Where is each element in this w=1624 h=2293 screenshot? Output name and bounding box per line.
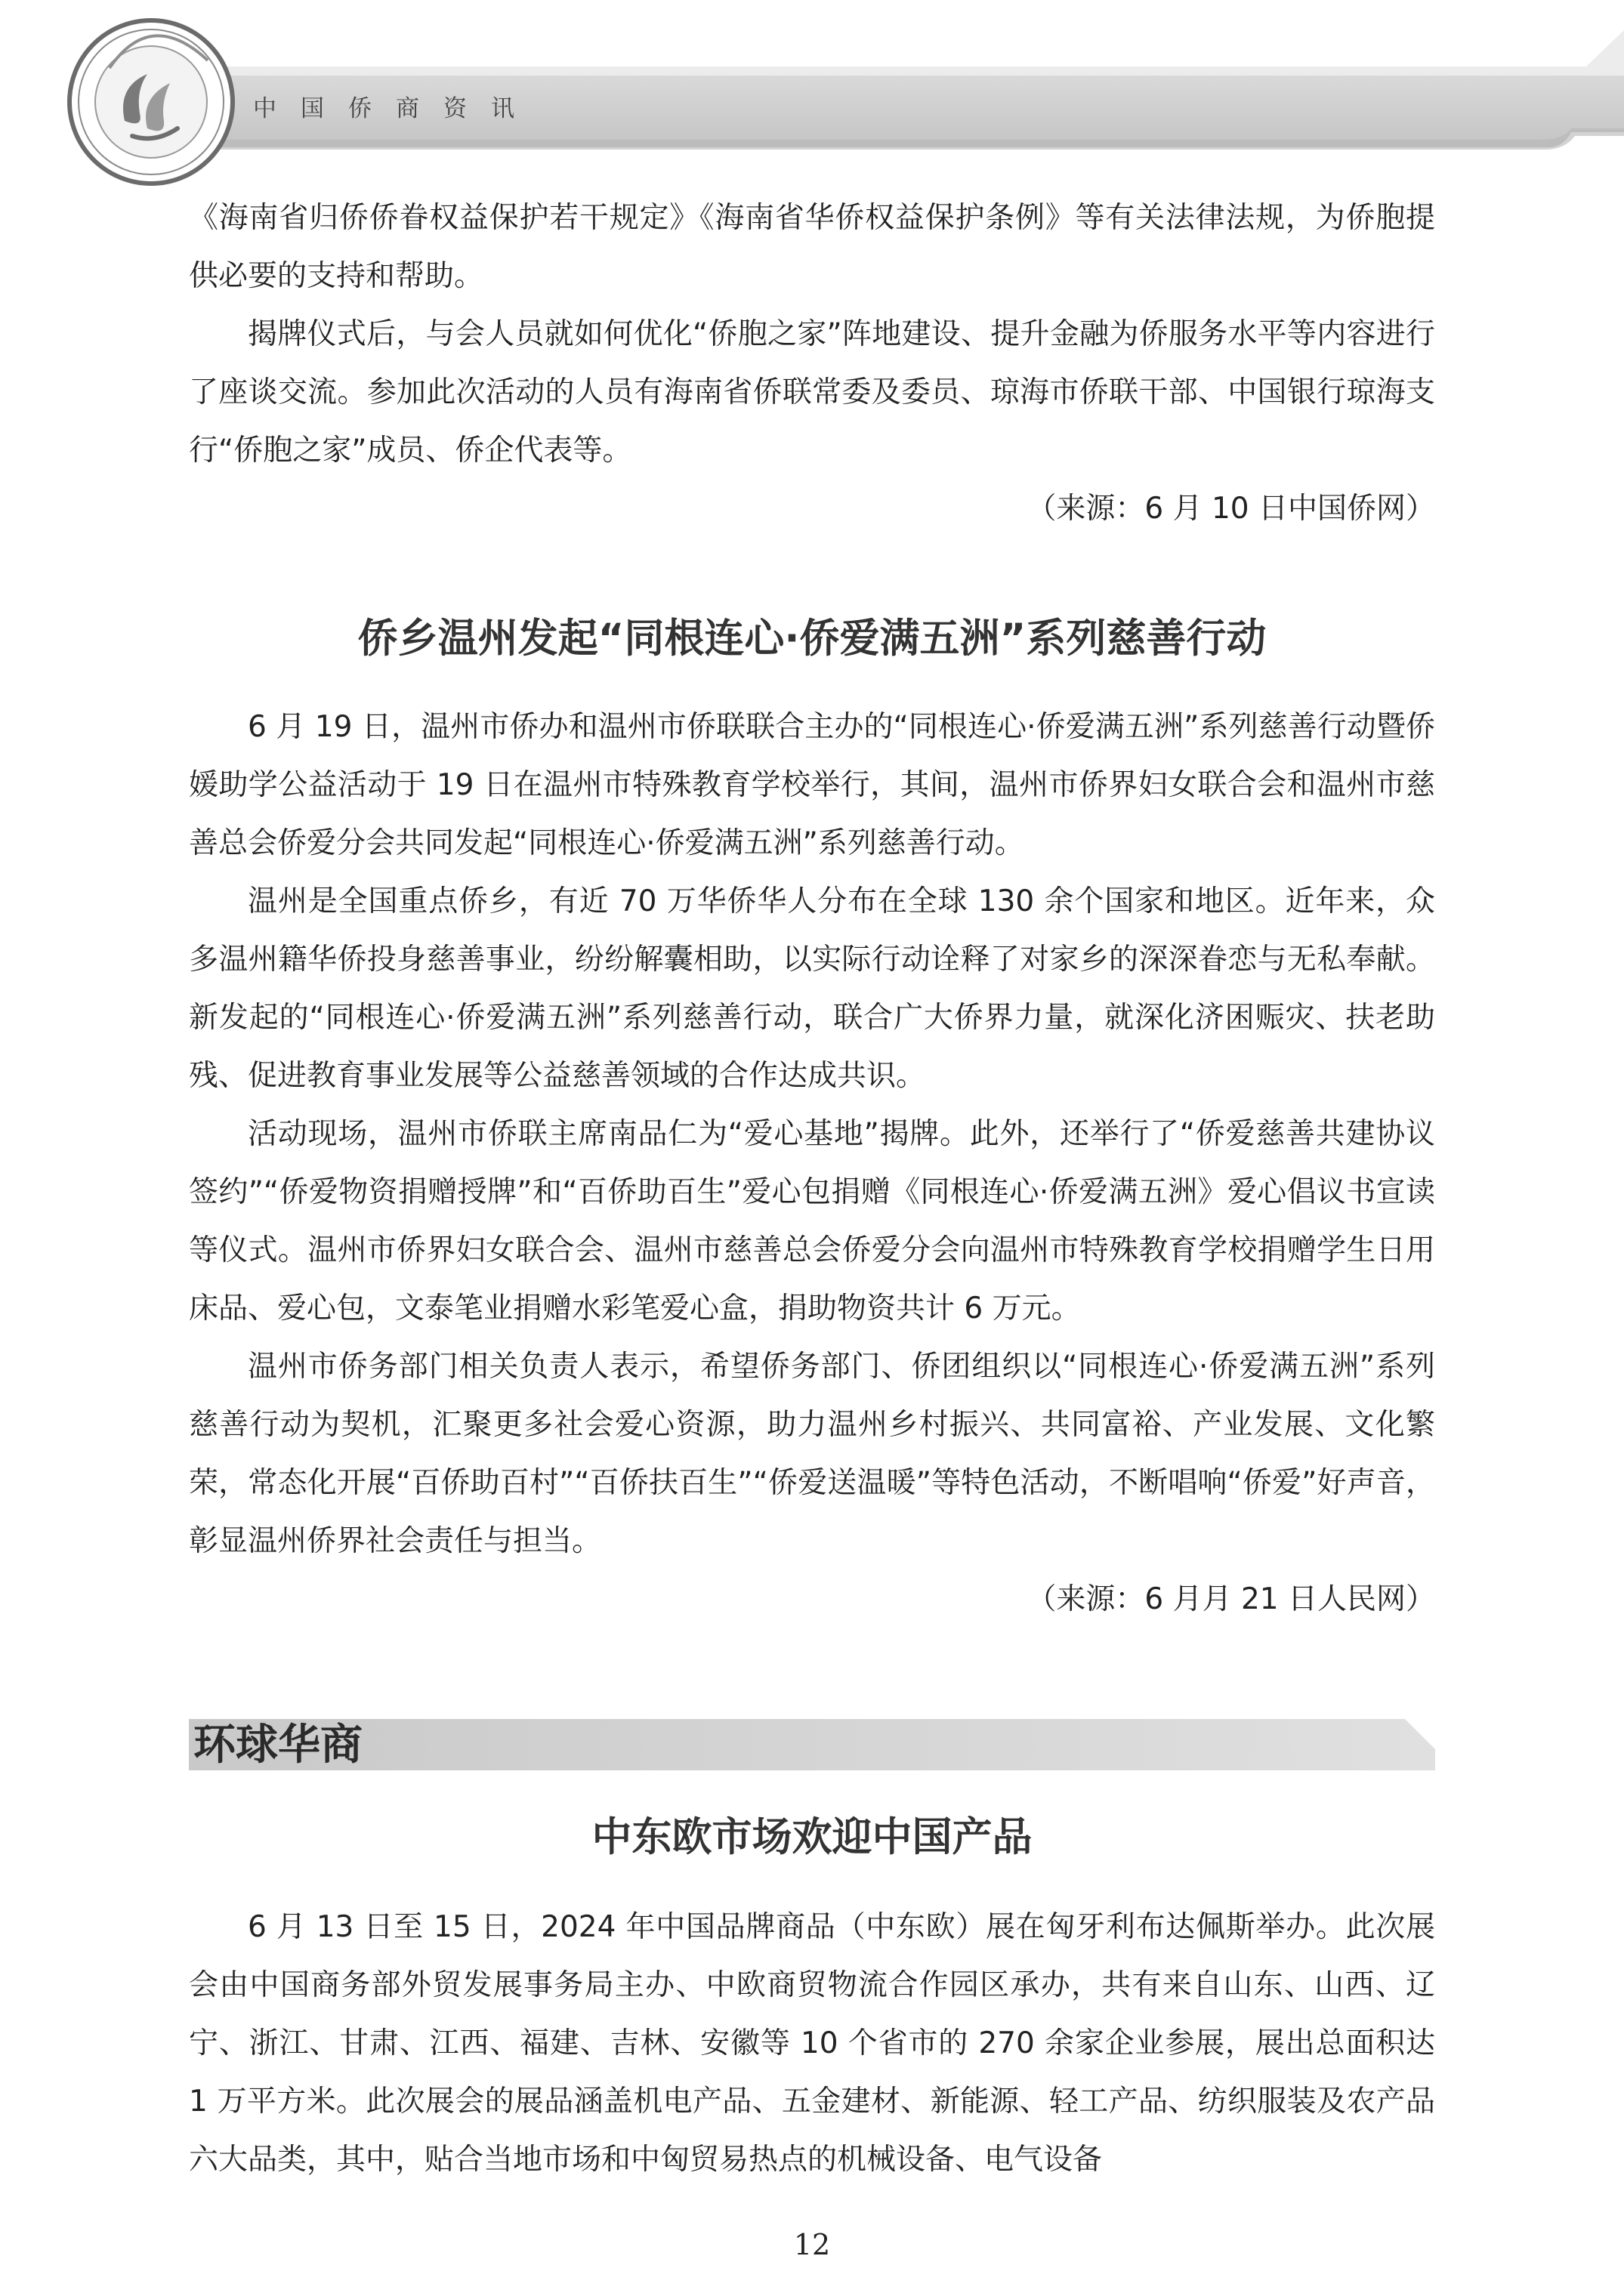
- source-citation: （来源：6 月月 21 日人民网）: [1027, 1582, 1435, 1616]
- paragraph: 揭牌仪式后，与会人员就如何优化“侨胞之家”阵地建设、提升金融为侨服务水平等内容进行了座谈交流。参加此次活动的人员有海南省侨联常委及委员、琼海市侨联干部、中国银行琼海支行“侨胞之家”成员、侨企代表等。: [189, 317, 1435, 468]
- paragraph: 6 月 19 日，温州市侨办和温州市侨联联合主办的“同根连心·侨爱满五洲”系列慈善行动暨侨媛助学公益活动于 19 日在温州市特殊教育学校举行，其间，温州市侨界妇女联合会和温州市慈善总会侨爱分会共同发起“同根连心·侨爱满五洲”系列慈善行动。: [189, 710, 1435, 860]
- journal-title: 中国侨商资讯: [253, 95, 539, 122]
- page-content: [189, 189, 1435, 2189]
- paragraph: 6 月 13 日至 15 日，2024 年中国品牌商品（中东欧）展在匈牙利布达佩斯举办。此次展会由中国商务部外贸发展事务局主办、中欧商贸物流合作园区承办，共有来自山东、山西、辽宁、浙江、甘肃、江西、福建、吉林、安徽等 10 个省市的 270 余家企业参展，展出总面积达 1 万平方米。此次展会的展品涵盖机电产品、五金建材、新能源、轻工产品、纺织服装及农产品六大品类，其中，贴合当地市场和中匈贸易热点的机械设备、电气设备: [189, 1910, 1435, 2177]
- header-band: [0, 0, 1624, 174]
- section-bar-graphic: [189, 1719, 1435, 1770]
- source-citation: （来源：6 月 10 日中国侨网）: [1027, 492, 1435, 526]
- paragraph: 《海南省归侨侨眷权益保护若干规定》《海南省华侨权益保护条例》等有关法律法规，为侨胞提供必要的支持和帮助。: [189, 201, 1435, 293]
- section-label: 环球华商: [193, 1720, 363, 1770]
- section-header: [189, 1719, 1435, 1770]
- header-graphic: [0, 0, 1624, 174]
- federation-logo: [64, 15, 238, 189]
- paragraph: 活动现场，温州市侨联主席南品仁为“爱心基地”揭牌。此外，还举行了“侨爱慈善共建协议签约”“侨爱物资捐赠授牌”和“百侨助百生”爱心包捐赠《同根连心·侨爱满五洲》爱心倡议书宣读等仪式。温州市侨界妇女联合会、温州市慈善总会侨爱分会向温州市特殊教育学校捐赠学生日用床品、爱心包，文泰笔业捐赠水彩笔爱心盒，捐助物资共计 6 万元。: [189, 1117, 1435, 1325]
- article-title: 中东欧市场欢迎中国产品: [591, 1814, 1033, 1860]
- paragraph: 温州市侨务部门相关负责人表示，希望侨务部门、侨团组织以“同根连心·侨爱满五洲”系列慈善行动为契机，汇聚更多社会爱心资源，助力温州乡村振兴、共同富裕、产业发展、文化繁荣，常态化开展“百侨助百村”“百侨扶百生”“侨爱送温暖”等特色活动，不断唱响“侨爱”好声音，彰显温州侨界社会责任与担当。: [189, 1350, 1435, 1558]
- article-title: 侨乡温州发起“同根连心·侨爱满五洲”系列慈善行动: [357, 616, 1267, 662]
- paragraph: 温州是全国重点侨乡，有近 70 万华侨华人分布在全球 130 余个国家和地区。近年来，众多温州籍华侨投身慈善事业，纷纷解囊相助，以实际行动诠释了对家乡的深深眷恋与无私奉献。新发起的“同根连心·侨爱满五洲”系列慈善行动，联合广大侨界力量，就深化济困赈灾、扶老助残、促进教育事业发展等公益慈善领域的合作达成共识。: [189, 884, 1435, 1093]
- page-number: 12: [793, 2228, 831, 2261]
